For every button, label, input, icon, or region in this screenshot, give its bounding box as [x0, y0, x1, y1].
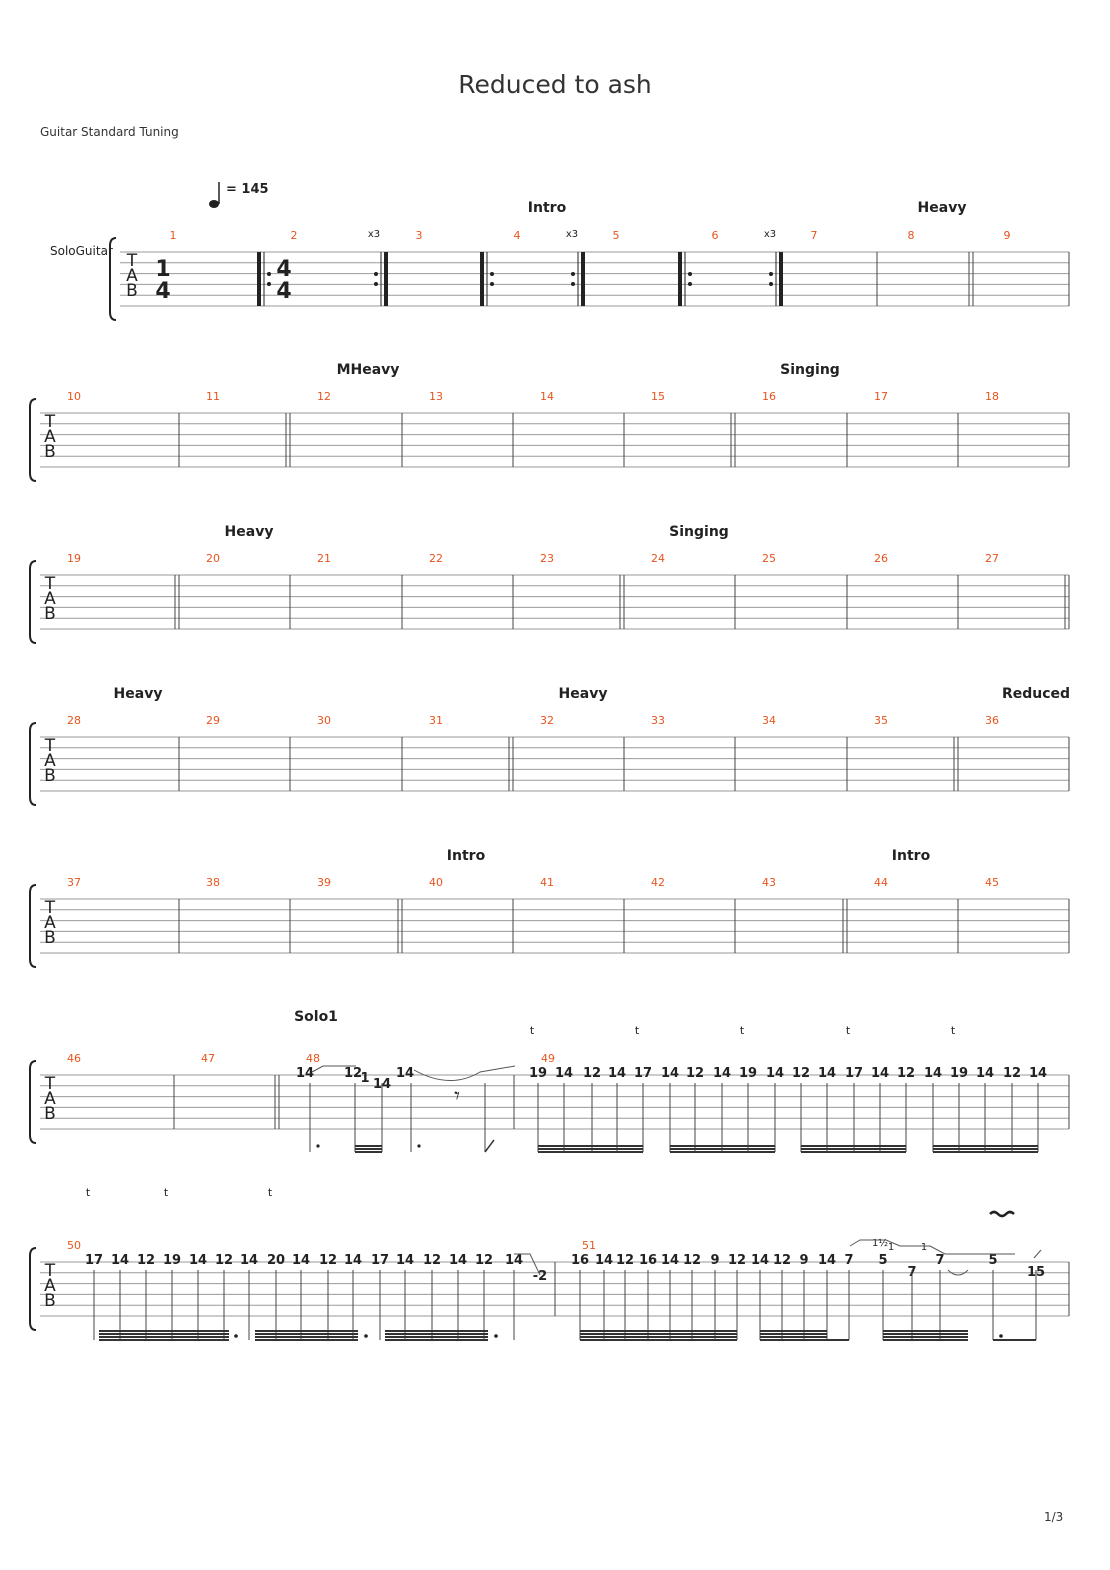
measure-number: 17	[874, 390, 888, 403]
fret-number: 14	[448, 1253, 468, 1268]
fret-number: 12	[343, 1066, 363, 1081]
time-signature-top: 4	[276, 257, 292, 282]
fret-number: 14	[817, 1066, 837, 1081]
tab-clef-letter: B	[44, 766, 56, 786]
fret-number: 20	[266, 1253, 286, 1268]
fret-number: 17	[633, 1066, 653, 1081]
fret-number: 5	[988, 1253, 998, 1268]
fret-number: 14	[750, 1253, 770, 1268]
repeat-dot	[571, 272, 575, 276]
measure-number: 46	[67, 1052, 81, 1065]
fret-number: 17	[370, 1253, 390, 1268]
song-title: Reduced to ash	[458, 70, 652, 99]
measure-number: 20	[206, 552, 220, 565]
fret-number: 14	[1028, 1066, 1048, 1081]
measure-number: 16	[762, 390, 776, 403]
tab-clef-letter: T	[44, 574, 56, 594]
measure-number: 8	[907, 229, 915, 242]
section-label: Singing	[780, 362, 840, 378]
repeat-count: x3	[565, 229, 579, 240]
measure-number: 11	[206, 390, 220, 403]
measure-number: 39	[317, 876, 331, 889]
tempo-marking: = 145	[226, 182, 269, 197]
tab-clef-letter: A	[44, 1276, 56, 1296]
measure-number: 3	[415, 229, 423, 242]
fret-number: 16	[570, 1253, 590, 1268]
measure-number: 15	[651, 390, 665, 403]
fret-number: 14	[870, 1066, 890, 1081]
measure-number: 22	[429, 552, 443, 565]
measure-number: 13	[429, 390, 443, 403]
fret-number: 14	[395, 1253, 415, 1268]
fret-number: 7	[907, 1265, 917, 1280]
measure-number: 21	[317, 552, 331, 565]
measure-number: 9	[1003, 229, 1011, 242]
tab-clef-letter: B	[44, 442, 56, 462]
fret-number: 12	[615, 1253, 635, 1268]
repeat-dot	[769, 282, 773, 286]
dot	[494, 1334, 498, 1338]
section-label: Heavy	[558, 686, 608, 702]
measure-number: 2	[290, 229, 298, 242]
tab-clef-letter: B	[44, 604, 56, 624]
measure-number: 44	[874, 876, 888, 889]
repeat-dot	[769, 272, 773, 276]
fret-number: 12	[214, 1253, 234, 1268]
section-label: Reduced	[1001, 686, 1071, 702]
fret-number: 14	[295, 1066, 315, 1081]
tab-clef-letter: A	[44, 1089, 56, 1109]
repeat-dot	[571, 282, 575, 286]
measure-number: 4	[513, 229, 521, 242]
measure-number: 25	[762, 552, 776, 565]
measure-number: 49	[541, 1052, 555, 1065]
bend-label: 1	[887, 1242, 895, 1253]
measure-number: 51	[582, 1239, 596, 1252]
fret-number: 14	[343, 1253, 363, 1268]
section-label: Solo1	[294, 1009, 338, 1025]
measure-number: 19	[67, 552, 81, 565]
fret-number: 12	[1002, 1066, 1022, 1081]
tap-mark: t	[267, 1186, 273, 1199]
repeat-dot	[267, 272, 271, 276]
fret-number: 14	[975, 1066, 995, 1081]
measure-number: 38	[206, 876, 220, 889]
tab-clef-letter: T	[44, 736, 56, 756]
fret-number: 7	[935, 1253, 945, 1268]
fret-number: 14	[594, 1253, 614, 1268]
fret-number: 12	[582, 1066, 602, 1081]
fret-number: 14	[712, 1066, 732, 1081]
fret-number: 7	[844, 1253, 854, 1268]
measure-number: 1	[169, 229, 177, 242]
fret-number: 14	[239, 1253, 259, 1268]
measure-number: 36	[985, 714, 999, 727]
measure-number: 35	[874, 714, 888, 727]
measure-number: 24	[651, 552, 665, 565]
bend-label: 1½	[871, 1238, 889, 1249]
tab-clef-letter: T	[44, 1261, 56, 1281]
repeat-dot	[267, 282, 271, 286]
fret-number: 12	[318, 1253, 338, 1268]
fret-number: 14	[504, 1253, 524, 1268]
section-label: Intro	[527, 200, 567, 216]
tap-mark: t	[163, 1186, 169, 1199]
time-signature-top: 1	[155, 257, 171, 282]
section-label: Intro	[446, 848, 486, 864]
fret-number: 14	[923, 1066, 943, 1081]
fret-number: 16	[638, 1253, 658, 1268]
fret-number: 9	[710, 1253, 720, 1268]
repeat-dot	[374, 272, 378, 276]
tab-clef-letter: A	[126, 266, 138, 286]
system-brace	[30, 399, 36, 481]
system-brace	[30, 1061, 36, 1143]
fret-number: 9	[799, 1253, 809, 1268]
repeat-dot	[688, 272, 692, 276]
repeat-dot	[490, 272, 494, 276]
tab-clef-letter: B	[126, 281, 138, 301]
quarter-note-icon	[209, 200, 219, 208]
repeat-count: x3	[763, 229, 777, 240]
dot	[364, 1334, 368, 1338]
fret-number: 5	[878, 1253, 888, 1268]
fret-number: 14	[765, 1066, 785, 1081]
fret-number: 14	[554, 1066, 574, 1081]
tab-clef-letter: A	[44, 751, 56, 771]
tuning-label: Guitar Standard Tuning	[40, 125, 179, 139]
fret-number: 12	[685, 1066, 705, 1081]
measure-number: 10	[67, 390, 81, 403]
measure-number: 18	[985, 390, 999, 403]
measure-number: 5	[612, 229, 620, 242]
track-name: SoloGuitar	[50, 244, 113, 258]
tab-clef-letter: T	[44, 898, 56, 918]
section-label: Singing	[669, 524, 729, 540]
page-number: 1/3	[1044, 1510, 1064, 1524]
repeat-dot	[374, 282, 378, 286]
measure-number: 40	[429, 876, 443, 889]
fret-number: 19	[528, 1066, 548, 1081]
vibrato-icon	[990, 1212, 1014, 1216]
fret-number: 17	[844, 1066, 864, 1081]
measure-number: 7	[810, 229, 818, 242]
tab-clef-letter: T	[44, 412, 56, 432]
fret-number: 12	[772, 1253, 792, 1268]
fret-number: 15	[1026, 1265, 1046, 1280]
fret-number: 14	[817, 1253, 837, 1268]
measure-number: 23	[540, 552, 554, 565]
fret-number: 19	[949, 1066, 969, 1081]
measure-number: 30	[317, 714, 331, 727]
measure-number: 41	[540, 876, 554, 889]
fret-number: 14	[660, 1253, 680, 1268]
tap-mark: t	[529, 1024, 535, 1037]
tap-mark: t	[85, 1186, 91, 1199]
fret-number: 14	[660, 1066, 680, 1081]
section-label: MHeavy	[336, 362, 400, 378]
measure-number: 12	[317, 390, 331, 403]
tab-clef-letter: B	[44, 1104, 56, 1124]
fret-number: 14	[291, 1253, 311, 1268]
repeat-count: x3	[367, 229, 381, 240]
measure-number: 42	[651, 876, 665, 889]
section-label: Heavy	[224, 524, 274, 540]
section-label: Heavy	[113, 686, 163, 702]
measure-number: 29	[206, 714, 220, 727]
section-label: Intro	[891, 848, 931, 864]
fret-number: 12	[682, 1253, 702, 1268]
measure-number: 47	[201, 1052, 215, 1065]
measure-number: 28	[67, 714, 81, 727]
fret-number: 12	[422, 1253, 442, 1268]
bend-label: 1	[920, 1242, 928, 1253]
measure-number: 50	[67, 1239, 81, 1252]
fret-number: 14	[188, 1253, 208, 1268]
dot	[316, 1144, 319, 1147]
measure-number: 43	[762, 876, 776, 889]
fret-number: 1	[360, 1071, 370, 1086]
fret-number: 14	[607, 1066, 627, 1081]
dot	[999, 1334, 1003, 1338]
measure-number: 45	[985, 876, 999, 889]
measure-number: 26	[874, 552, 888, 565]
tab-clef-letter: T	[44, 1074, 56, 1094]
section-label: Heavy	[917, 200, 967, 216]
measure-number: 37	[67, 876, 81, 889]
system-brace	[30, 561, 36, 643]
fret-number: 12	[474, 1253, 494, 1268]
measure-number: 48	[306, 1052, 320, 1065]
bend-curve	[414, 1066, 515, 1081]
tap-mark: t	[845, 1024, 851, 1037]
tap-mark: t	[739, 1024, 745, 1037]
repeat-dot	[490, 282, 494, 286]
slide-line	[1034, 1250, 1041, 1258]
system-brace	[30, 1248, 36, 1330]
measure-number: 34	[762, 714, 776, 727]
tap-mark: t	[950, 1024, 956, 1037]
tab-clef-letter: A	[44, 913, 56, 933]
dot	[417, 1144, 420, 1147]
fret-number: 12	[791, 1066, 811, 1081]
measure-number: 6	[711, 229, 719, 242]
fret-number: 14	[372, 1077, 392, 1092]
fret-number: 14	[110, 1253, 130, 1268]
dot	[234, 1334, 238, 1338]
tab-clef-letter: B	[44, 1291, 56, 1311]
tap-mark: t	[634, 1024, 640, 1037]
fret-number: 12	[896, 1066, 916, 1081]
system-brace	[30, 885, 36, 967]
fret-number: 19	[162, 1253, 182, 1268]
fret-number: 12	[136, 1253, 156, 1268]
time-signature-bottom: 4	[155, 279, 171, 304]
note-flag	[485, 1140, 494, 1152]
rest-symbol: 𝄾	[454, 1084, 460, 1109]
repeat-dot	[688, 282, 692, 286]
fret-number: 14	[395, 1066, 415, 1081]
measure-number: 33	[651, 714, 665, 727]
tab-clef-letter: B	[44, 928, 56, 948]
measure-number: 14	[540, 390, 554, 403]
fret-number: -2	[532, 1269, 548, 1284]
tab-clef-letter: A	[44, 427, 56, 447]
tab-clef-letter: T	[126, 251, 138, 271]
measure-number: 32	[540, 714, 554, 727]
measure-number: 31	[429, 714, 443, 727]
system-brace	[30, 723, 36, 805]
measure-number: 27	[985, 552, 999, 565]
fret-number: 17	[84, 1253, 104, 1268]
tab-clef-letter: A	[44, 589, 56, 609]
fret-number: 12	[727, 1253, 747, 1268]
time-signature-bottom: 4	[276, 279, 292, 304]
fret-number: 19	[738, 1066, 758, 1081]
